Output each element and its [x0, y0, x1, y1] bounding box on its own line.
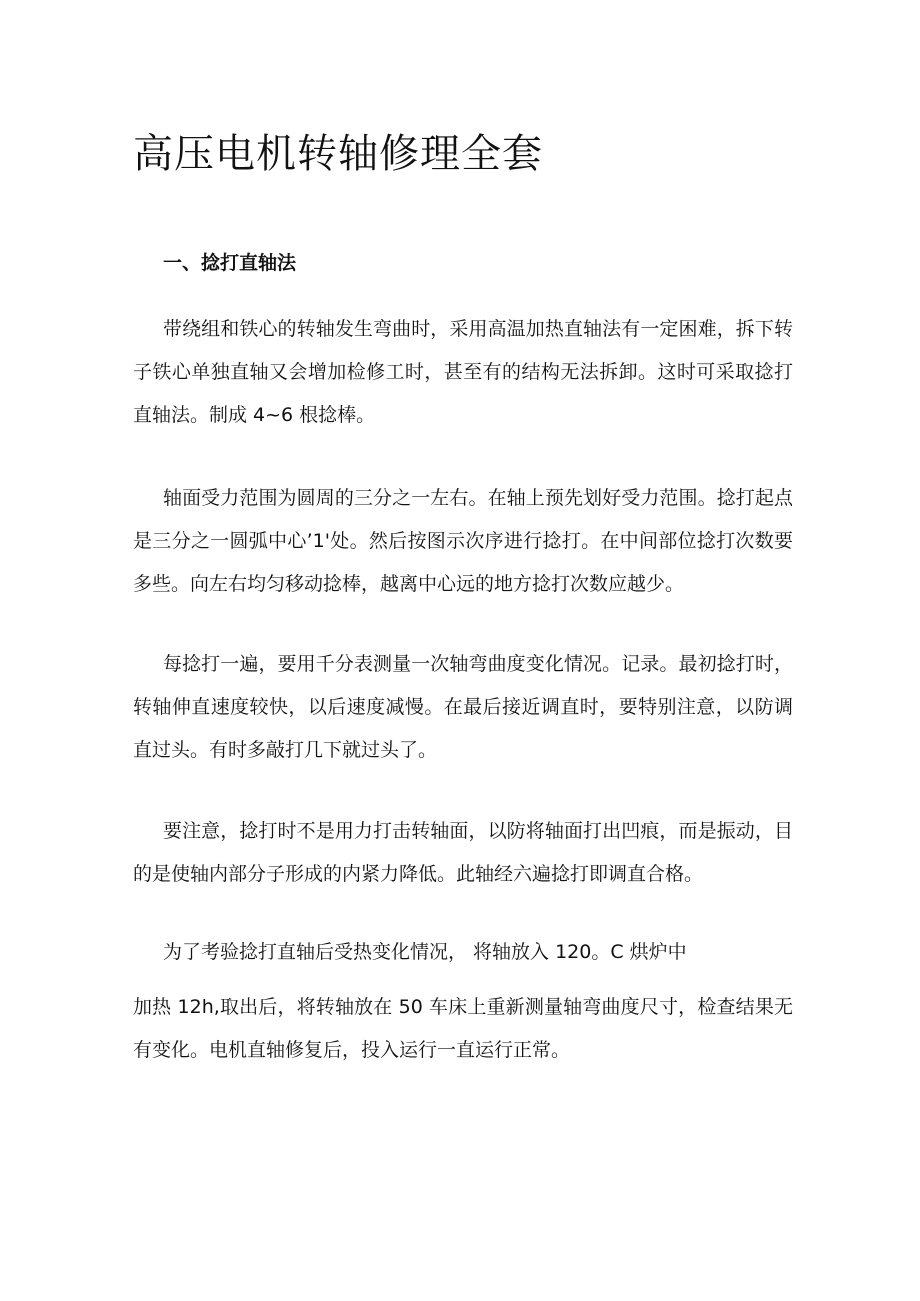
- paragraph-5-continuation: 加热 12h,取出后，将转轴放在 50 车床上重新测量轴弯曲度尺寸，检查结果无有变化。电机直轴修复后，投入运行一直运行正常。: [133, 996, 793, 1061]
- paragraph-2: 轴面受力范围为圆周的三分之一左右。在轴上预先划好受力范围。捻打起点是三分之一圆弧中心’1'处。然后按图示次序进行捻打。在中间部位捻打次数要多些。向左右均匀移动捻棒，越离中心远的地方捻打次数应越少。: [133, 487, 793, 595]
- paragraph-3: 每捻打一遍，要用千分表测量一次轴弯曲度变化情况。记录。最初捻打时，转轴伸直速度较快，以后速度减慢。在最后接近调直时，要特别注意，以防调直过头。有时多敲打几下就过头了。: [133, 653, 793, 761]
- document-title: 高压电机转轴修理全套: [133, 131, 543, 177]
- paragraph-1: 带绕组和铁心的转轴发生弯曲时，采用高温加热直轴法有一定困难，拆下转子铁心单独直轴又会增加检修工时，甚至有的结构无法拆卸。这时可采取捻打直轴法。制成 4~6 根捻棒。: [133, 318, 793, 426]
- paragraph-5-first-line: 为了考验捻打直轴后受热变化情况， 将轴放入 120。C 烘炉中: [163, 941, 687, 963]
- paragraph-4: 要注意，捻打时不是用力打击转轴面，以防将轴面打出凹痕，而是振动，目的是使轴内部分子形成的内紧力降低。此轴经六遍捻打即调直合格。: [133, 820, 793, 885]
- section-heading: 一、捻打直轴法: [163, 252, 297, 274]
